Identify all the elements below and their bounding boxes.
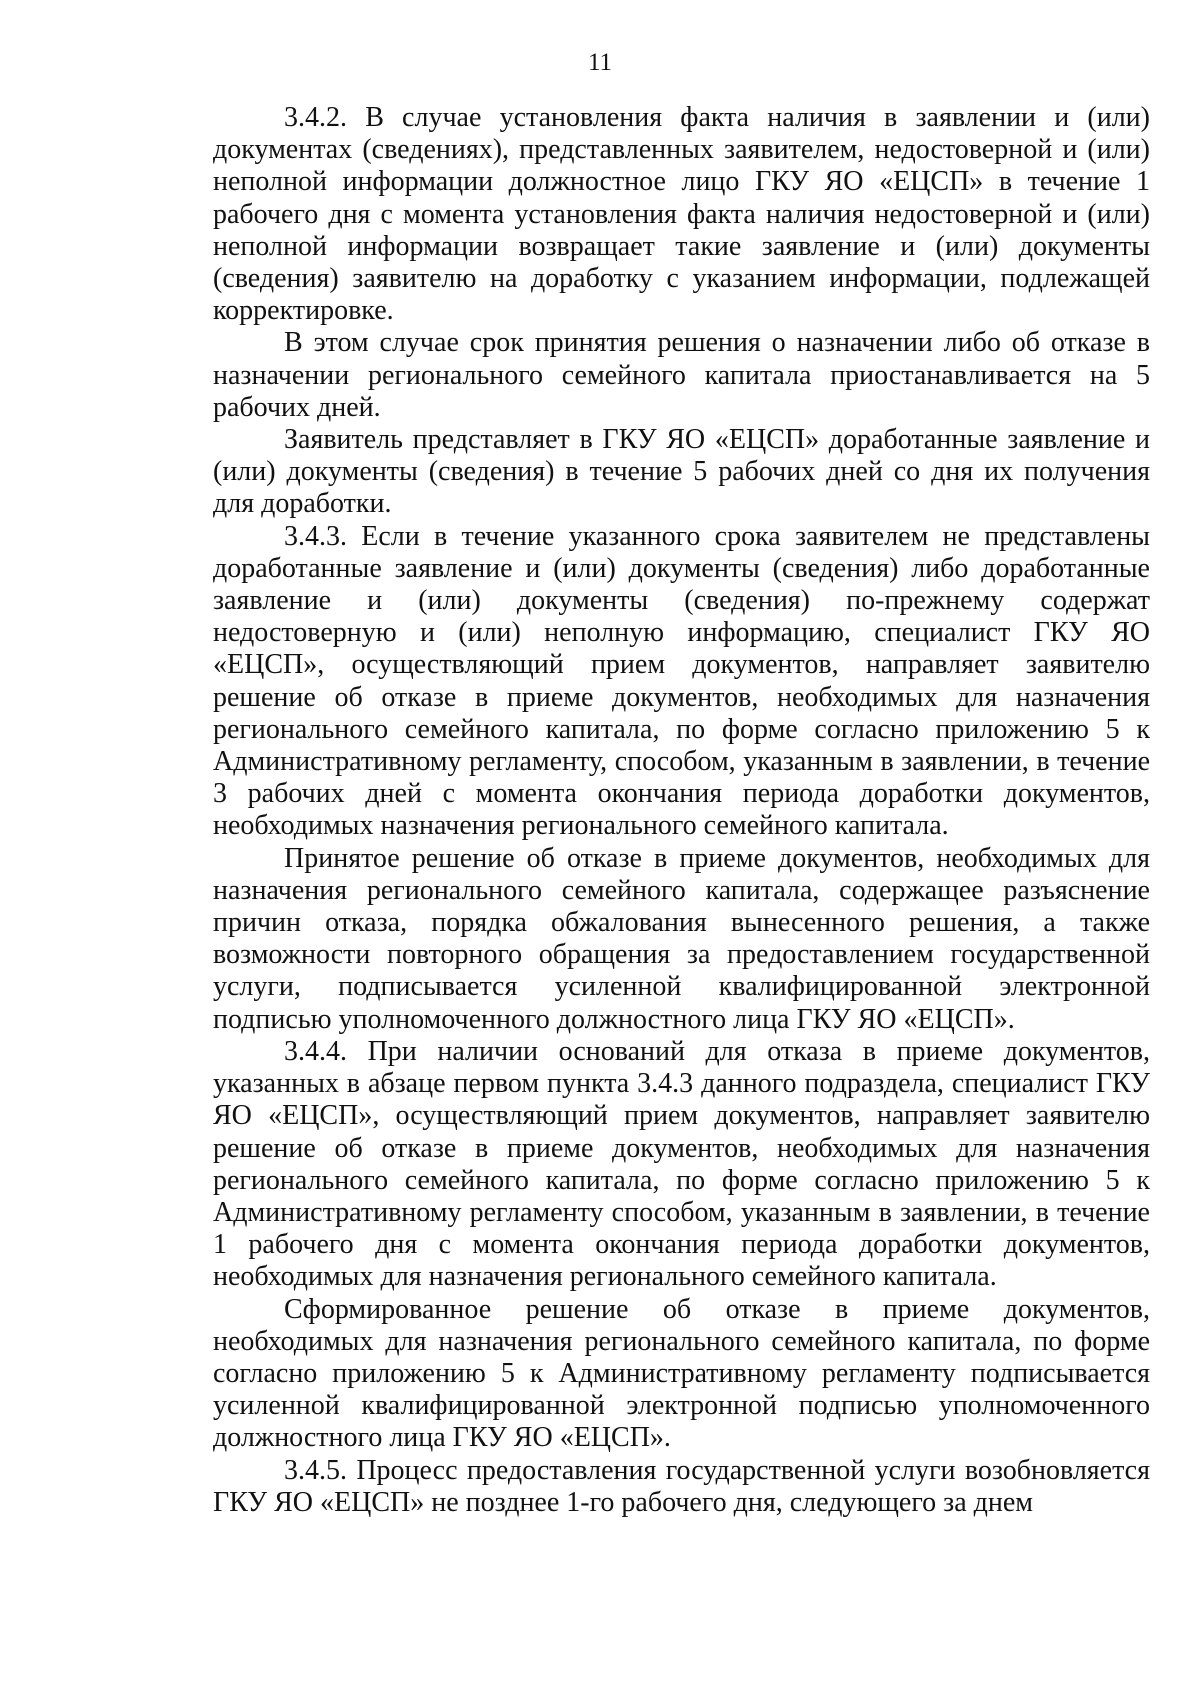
page-number: 11 [587,49,613,76]
paragraph-formed-decision: Сформированное решение об отказе в приеме документов, необходимых для назначения регионального семейного капитала, по форме согласно приложению 5 к Административному регламенту подписывается усиленной квалифицированной электронной подписью уполномоченного должностного лица ГКУ ЯО «ЕЦСП». [213,1293,1150,1454]
document-body [213,102,1150,1519]
paragraph-3-4-3: 3.4.3. Если в течение указанного срока заявителем не представлены доработанные заявление и (или) документы (сведения) либо доработанные заявление и (или) документы (сведения) по-прежнему содержат недостоверную и (или) неполную информацию, специалист ГКУ ЯО «ЕЦСП», осуществляющий прием документов, направляет заявителю решение об отказе в приеме документов, необходимых для назначения регионального семейного капитала, по форме согласно приложению 5 к Административному регламенту, способом, указанным в заявлении, в течение 3 рабочих дней с момента окончания периода доработки документов, необходимых назначения регионального семейного капитала. [213,520,1150,842]
paragraph-3-4-4: 3.4.4. При наличии оснований для отказа в приеме документов, указанных в абзаце первом пункта 3.4.3 данного подраздела, специалист ГКУ ЯО «ЕЦСП», осуществляющий прием документов, направляет заявителю решение об отказе в приеме документов, необходимых для назначения регионального семейного капитала, по форме согласно приложению 5 к Административному регламенту способом, указанным в заявлении, в течение 1 рабочего дня с момента окончания периода доработки документов, необходимых для назначения регионального семейного капитала. [213,1035,1150,1293]
paragraph-applicant-submission: Заявитель представляет в ГКУ ЯО «ЕЦСП» доработанные заявление и (или) документы (сведения) в течение 5 рабочих дней со дня их получения для доработки. [213,424,1150,520]
paragraph-3-4-2: 3.4.2. В случае установления факта наличия в заявлении и (или) документах (сведениях), представленных заявителем, недостоверной и (или) неполной информации должностное лицо ГКУ ЯО «ЕЦСП» в течение 1 рабочего дня с момента установления факта наличия недостоверной и (или) неполной информации возвращает такие заявление и (или) документы (сведения) заявителю на доработку с указанием информации, подлежащей корректировке. [213,102,1150,327]
paragraph-suspension-period: В этом случае срок принятия решения о назначении либо об отказе в назначении регионального семейного капитала приостанавливается на 5 рабочих дней. [213,327,1150,423]
paragraph-3-4-5: 3.4.5. Процесс предоставления государственной услуги возобновляется ГКУ ЯО «ЕЦСП» не позднее 1-го рабочего дня, следующего за днем [213,1454,1150,1518]
paragraph-refusal-decision: Принятое решение об отказе в приеме документов, необходимых для назначения регионального семейного капитала, содержащее разъяснение причин отказа, порядка обжалования вынесенного решения, а также возможности повторного обращения за предоставлением государственной услуги, подписывается усиленной квалифицированной электронной подписью уполномоченного должностного лица ГКУ ЯО «ЕЦСП». [213,842,1150,1035]
